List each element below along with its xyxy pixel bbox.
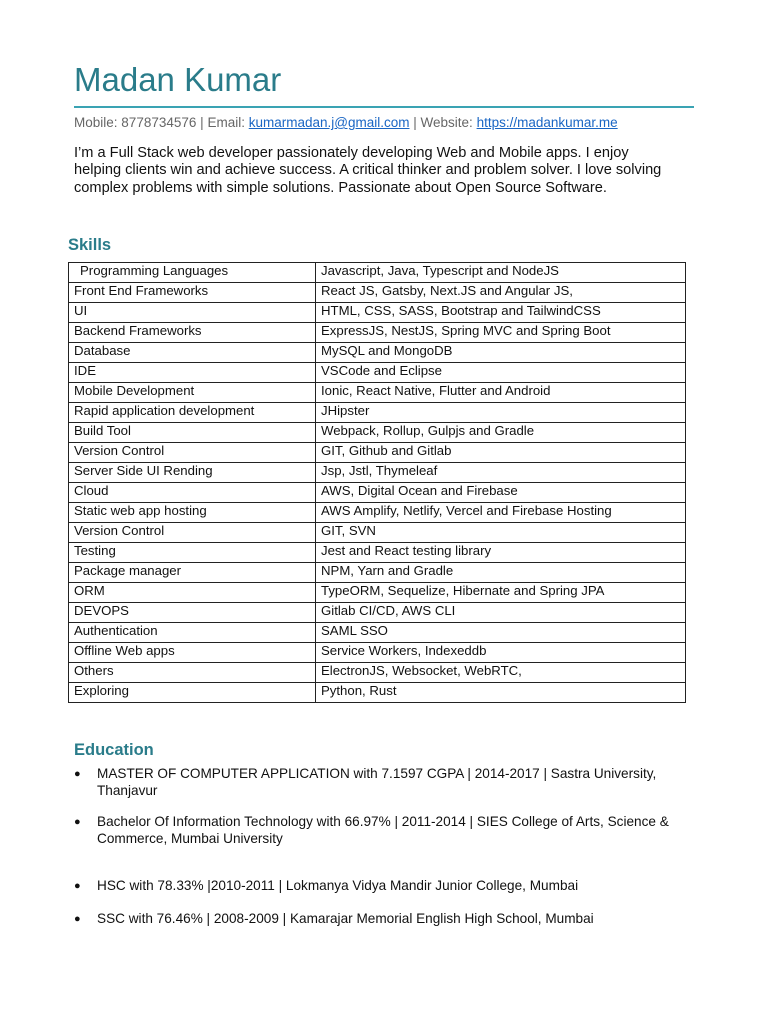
skill-category: Cloud: [69, 483, 316, 503]
skills-row: [69, 603, 686, 623]
bullet-icon: ●: [74, 880, 81, 892]
skill-category: ORM: [69, 583, 316, 603]
email-link[interactable]: kumarmadan.j@gmail.com: [248, 115, 410, 130]
skill-value: NPM, Yarn and Gradle: [316, 563, 686, 583]
skill-value: HTML, CSS, SASS, Bootstrap and TailwindCSS: [316, 303, 686, 323]
website-link[interactable]: https://madankumar.me: [476, 115, 618, 130]
skill-value: Ionic, React Native, Flutter and Android: [316, 383, 686, 403]
skills-row: [69, 383, 686, 403]
skill-category: Exploring: [69, 683, 316, 703]
skill-value: SAML SSO: [316, 623, 686, 643]
skills-heading: Skills: [68, 236, 112, 254]
skill-category: Offline Web apps: [69, 643, 316, 663]
education-item-text: HSC with 78.33% |2010-2011 | Lokmanya Vidya Mandir Junior College, Mumbai: [97, 878, 579, 893]
skill-category: Testing: [69, 543, 316, 563]
mobile-number: 8778734576: [121, 115, 197, 130]
skill-value: Gitlab CI/CD, AWS CLI: [316, 603, 686, 623]
skills-row: [69, 263, 686, 283]
skill-value: Webpack, Rollup, Gulpjs and Gradle: [316, 423, 686, 443]
skill-category: Others: [69, 663, 316, 683]
skill-category: Authentication: [69, 623, 316, 643]
skill-category: Backend Frameworks: [69, 323, 316, 343]
skill-category: Package manager: [69, 563, 316, 583]
education-item: [74, 814, 694, 847]
resume-name: Madan Kumar: [74, 61, 282, 98]
bullet-icon: ●: [74, 816, 81, 828]
skill-value: Jsp, Jstl, Thymeleaf: [316, 463, 686, 483]
skill-value: Javascript, Java, Typescript and NodeJS: [316, 263, 686, 283]
contact-line: [74, 114, 618, 132]
skills-row: [69, 583, 686, 603]
website-label: Website:: [420, 115, 473, 130]
skill-category: Front End Frameworks: [69, 283, 316, 303]
skill-category: Version Control: [69, 443, 316, 463]
skills-row: [69, 523, 686, 543]
skill-value: VSCode and Eclipse: [316, 363, 686, 383]
skill-value: TypeORM, Sequelize, Hibernate and Spring JPA: [316, 583, 686, 603]
skills-row: [69, 483, 686, 503]
skills-row: [69, 343, 686, 363]
education-heading: Education: [74, 741, 154, 759]
mobile-label: Mobile:: [74, 115, 118, 130]
summary-paragraph: I’m a Full Stack web developer passionately developing Web and Mobile apps. I enjoy helping clients win and achieve success. A critical thinker and problem solver. I love solving complex problems with simple solutions. Passionate about Open Source Software.: [74, 145, 662, 196]
skills-row: [69, 543, 686, 563]
skill-value: MySQL and MongoDB: [316, 343, 686, 363]
education-item-text: Bachelor Of Information Technology with 66.97% | 2011-2014 | SIES College of Arts, Science & Commerce, Mumbai University: [97, 814, 669, 846]
email-label: Email:: [207, 115, 245, 130]
skill-category: Build Tool: [69, 423, 316, 443]
skill-value: AWS Amplify, Netlify, Vercel and Firebase Hosting: [316, 503, 686, 523]
skill-category: Static web app hosting: [69, 503, 316, 523]
skills-table: [68, 262, 686, 703]
education-item-text: SSC with 76.46% | 2008-2009 | Kamarajar Memorial English High School, Mumbai: [97, 910, 594, 926]
skill-category: UI: [69, 303, 316, 323]
skills-row: [69, 463, 686, 483]
education-list: [74, 766, 694, 927]
skill-value: AWS, Digital Ocean and Firebase: [316, 483, 686, 503]
skill-value: JHipster: [316, 403, 686, 423]
skill-value: React JS, Gatsby, Next.JS and Angular JS,: [316, 283, 686, 303]
bullet-icon: ●: [74, 768, 81, 780]
skills-table-body: [69, 263, 686, 703]
skill-category: DEVOPS: [69, 603, 316, 623]
skills-row: [69, 303, 686, 323]
skill-category: IDE: [69, 363, 316, 383]
skill-category: Mobile Development: [69, 383, 316, 403]
skill-value: Service Workers, Indexeddb: [316, 643, 686, 663]
skills-row: [69, 643, 686, 663]
skill-category: Rapid application development: [69, 403, 316, 423]
education-item: [74, 878, 694, 895]
skill-value: ElectronJS, Websocket, WebRTC,: [316, 663, 686, 683]
skills-row: [69, 423, 686, 443]
contact-separator: |: [413, 115, 417, 130]
skill-category: Server Side UI Rending: [69, 463, 316, 483]
skill-value: Jest and React testing library: [316, 543, 686, 563]
skill-value: GIT, SVN: [316, 523, 686, 543]
skills-row: [69, 443, 686, 463]
bullet-icon: ●: [74, 912, 81, 925]
skills-row: [69, 563, 686, 583]
skill-category: Version Control: [69, 523, 316, 543]
skills-row: [69, 663, 686, 683]
skill-value: GIT, Github and Gitlab: [316, 443, 686, 463]
header-divider: [74, 106, 694, 108]
skills-row: [69, 403, 686, 423]
skill-value: Python, Rust: [316, 683, 686, 703]
skills-row: [69, 623, 686, 643]
education-item-text: MASTER OF COMPUTER APPLICATION with 7.1597 CGPA | 2014-2017 | Sastra University, Thanjavur: [97, 766, 657, 798]
contact-separator: |: [200, 115, 204, 130]
skills-row: [69, 323, 686, 343]
skills-row: [69, 283, 686, 303]
education-item: [74, 911, 694, 928]
skills-row: [69, 683, 686, 703]
skill-category: Programming Languages: [69, 263, 316, 283]
education-item: [74, 766, 694, 799]
skills-row: [69, 363, 686, 383]
skill-value: ExpressJS, NestJS, Spring MVC and Spring Boot: [316, 323, 686, 343]
skill-category: Database: [69, 343, 316, 363]
skills-row: [69, 503, 686, 523]
